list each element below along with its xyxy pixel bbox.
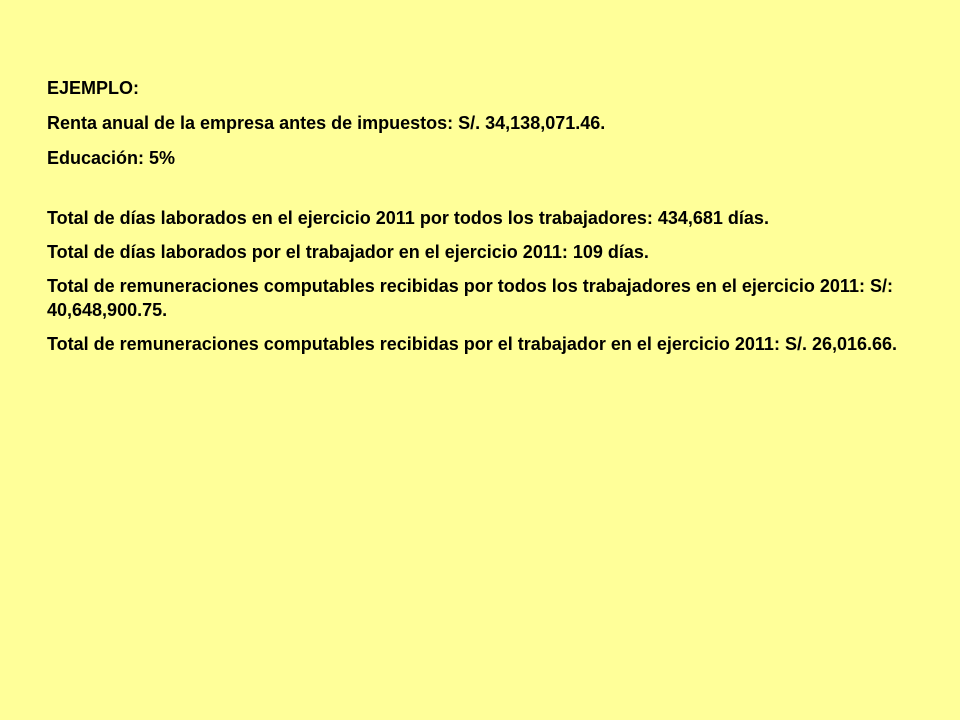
total-days-worker-line: Total de días laborados por el trabajador en el ejercicio 2011: 109 días. — [47, 242, 649, 262]
education-line: Educación: 5% — [47, 148, 176, 168]
annual-income-line: Renta anual de la empresa antes de impuestos: S/. 34,138,071.46. — [47, 113, 606, 133]
total-remuneration-all-workers-line: Total de remuneraciones computables recibidas por todos los trabajadores en el ejercicio 2011: S/: 40,648,900.75. — [47, 276, 893, 320]
total-days-all-workers-line: Total de días laborados en el ejercicio 2011 por todos los trabajadores: 434,681 días. — [47, 208, 769, 228]
total-remuneration-worker-line: Total de remuneraciones computables recibidas por el trabajador en el ejercicio 2011: S/. 26,016.66. — [47, 334, 898, 354]
slide-body — [47, 76, 907, 356]
example-heading: EJEMPLO: — [47, 78, 140, 98]
